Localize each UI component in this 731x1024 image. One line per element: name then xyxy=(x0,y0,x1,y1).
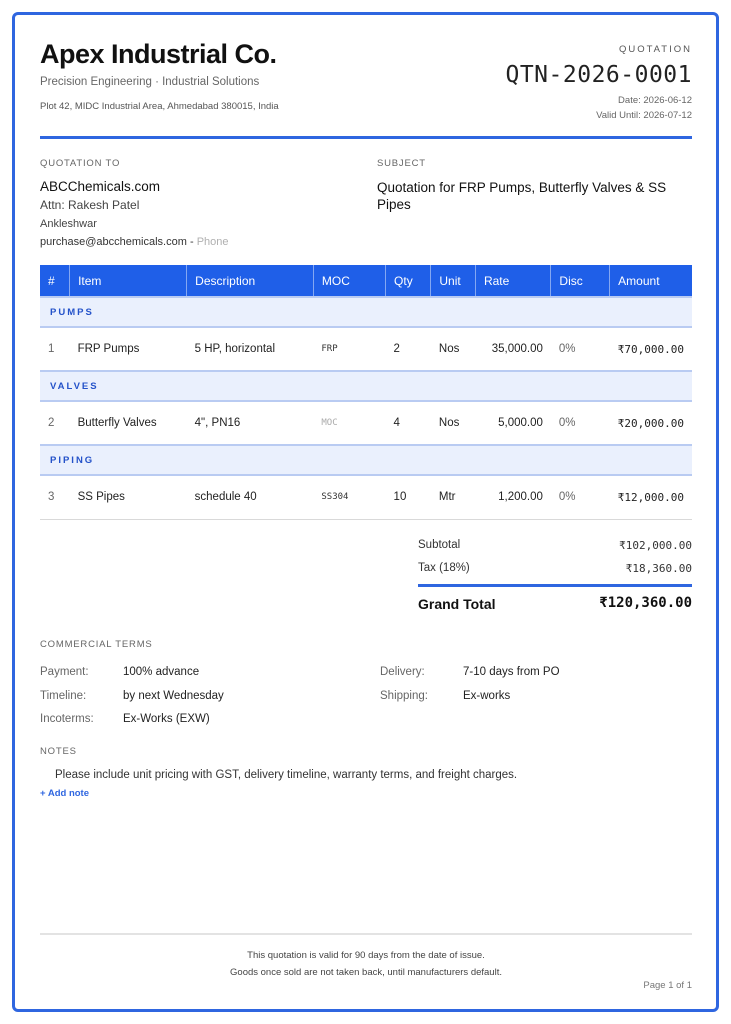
group-label: PIPING xyxy=(40,445,692,475)
row-number: 3 xyxy=(40,475,70,519)
recipient-label: QUOTATION TO xyxy=(40,158,121,169)
row-amount: ₹12,000.00 xyxy=(610,475,692,519)
column-header-item: Item xyxy=(70,265,187,297)
table-row[interactable] xyxy=(40,401,692,445)
recipient-city: Ankleshwar xyxy=(40,218,97,230)
row-moc[interactable]: MOC xyxy=(313,401,385,445)
recipient-name: ABCChemicals.com xyxy=(40,179,161,194)
row-amount: ₹20,000.00 xyxy=(610,401,692,445)
group-row-valves xyxy=(40,371,692,401)
term-delivery-value[interactable]: 7-10 days from PO xyxy=(463,666,560,678)
row-qty[interactable]: 2 xyxy=(386,327,431,371)
column-header-qty: Qty xyxy=(386,265,431,297)
footer-divider xyxy=(40,933,692,935)
row-description[interactable]: 5 HP, horizontal xyxy=(187,327,314,371)
company-name: Apex Industrial Co. xyxy=(40,39,277,69)
tax-value: ₹18,360.00 xyxy=(625,562,692,575)
row-qty[interactable]: 10 xyxy=(386,475,431,519)
header-divider xyxy=(40,136,692,139)
row-rate[interactable]: 35,000.00 xyxy=(475,327,550,371)
row-rate[interactable]: 5,000.00 xyxy=(475,401,550,445)
footer-validity-note: This quotation is valid for 90 days from the date of issue. xyxy=(247,950,485,961)
term-payment-label: Payment: xyxy=(40,666,89,678)
column-header-number: # xyxy=(40,265,70,297)
grand-total-value: ₹120,360.00 xyxy=(599,595,692,611)
column-header-rate: Rate xyxy=(475,265,550,297)
footer-returns-note: Goods once sold are not taken back, until manufacturers default. xyxy=(230,967,502,978)
recipient-phone-placeholder[interactable]: Phone xyxy=(196,236,229,248)
row-rate[interactable]: 1,200.00 xyxy=(475,475,550,519)
column-header-moc: MOC xyxy=(313,265,385,297)
term-shipping-value[interactable]: Ex-works xyxy=(463,690,511,702)
table-row[interactable] xyxy=(40,475,692,519)
row-unit[interactable]: Nos xyxy=(431,327,476,371)
term-delivery-label: Delivery: xyxy=(380,666,425,678)
quotation-number: QTN-2026-0001 xyxy=(505,62,692,88)
subject-label: SUBJECT xyxy=(377,158,426,169)
subject-text: Quotation for FRP Pumps, Butterfly Valves & SS Pipes xyxy=(377,180,667,212)
term-incoterms-label: Incoterms: xyxy=(40,713,94,725)
row-moc[interactable]: FRP xyxy=(313,327,385,371)
recipient-contact xyxy=(40,236,229,248)
column-header-unit: Unit xyxy=(431,265,476,297)
company-address: Plot 42, MIDC Industrial Area, Ahmedabad 380015, India xyxy=(40,101,279,112)
table-header-row xyxy=(40,265,692,297)
row-unit[interactable]: Mtr xyxy=(431,475,476,519)
group-row-pumps xyxy=(40,297,692,327)
table-row[interactable] xyxy=(40,327,692,371)
row-description[interactable]: schedule 40 xyxy=(187,475,314,519)
term-timeline-value[interactable]: by next Wednesday xyxy=(123,690,224,702)
line-items-table xyxy=(40,265,692,520)
recipient-attention: Attn: Rakesh Patel xyxy=(40,198,140,212)
group-label: PUMPS xyxy=(40,297,692,327)
recipient-email[interactable]: purchase@abcchemicals.com xyxy=(40,236,187,248)
group-row-piping xyxy=(40,445,692,475)
company-tagline: Precision Engineering · Industrial Solutions xyxy=(40,76,260,88)
commercial-terms-label: COMMERCIAL TERMS xyxy=(40,639,153,650)
term-payment-value[interactable]: 100% advance xyxy=(123,666,200,678)
row-item[interactable]: SS Pipes xyxy=(70,475,187,519)
page-content xyxy=(40,15,692,1009)
row-disc[interactable]: 0% xyxy=(551,401,610,445)
notes-label: NOTES xyxy=(40,746,77,757)
add-note-button[interactable]: + Add note xyxy=(40,788,89,799)
grand-total-row xyxy=(418,587,692,615)
row-qty[interactable]: 4 xyxy=(386,401,431,445)
row-disc[interactable]: 0% xyxy=(551,475,610,519)
row-moc[interactable]: SS304 xyxy=(313,475,385,519)
row-unit[interactable]: Nos xyxy=(431,401,476,445)
row-number: 1 xyxy=(40,327,70,371)
row-disc[interactable]: 0% xyxy=(551,327,610,371)
document-type: QUOTATION xyxy=(618,44,692,55)
row-description[interactable]: 4", PN16 xyxy=(187,401,314,445)
tax-label: Tax (18%) xyxy=(418,562,470,574)
subtotal-value: ₹102,000.00 xyxy=(619,539,692,552)
term-shipping-label: Shipping: xyxy=(380,690,428,702)
quotation-date: Date: 2026-06-12 xyxy=(618,95,692,106)
subtotal-row xyxy=(418,535,692,558)
subtotal-label: Subtotal xyxy=(418,539,461,551)
group-label: VALVES xyxy=(40,371,692,401)
row-amount: ₹70,000.00 xyxy=(610,327,692,371)
column-header-disc: Disc xyxy=(551,265,610,297)
totals-block xyxy=(418,535,692,615)
grand-total-label: Grand Total xyxy=(418,596,496,612)
contact-separator: - xyxy=(186,236,197,248)
tax-row xyxy=(418,558,692,581)
column-header-description: Description xyxy=(187,265,314,297)
row-number: 2 xyxy=(40,401,70,445)
page-number: Page 1 of 1 xyxy=(643,980,692,991)
note-text[interactable]: Please include unit pricing with GST, delivery timeline, warranty terms, and freight charges. xyxy=(55,769,518,781)
column-header-amount: Amount xyxy=(610,265,692,297)
row-item[interactable]: FRP Pumps xyxy=(70,327,187,371)
quotation-valid-until: Valid Until: 2026-07-12 xyxy=(596,110,692,121)
term-incoterms-value[interactable]: Ex-Works (EXW) xyxy=(123,713,210,725)
term-timeline-label: Timeline: xyxy=(40,690,87,702)
row-item[interactable]: Butterfly Valves xyxy=(70,401,187,445)
quotation-page xyxy=(12,12,719,1012)
